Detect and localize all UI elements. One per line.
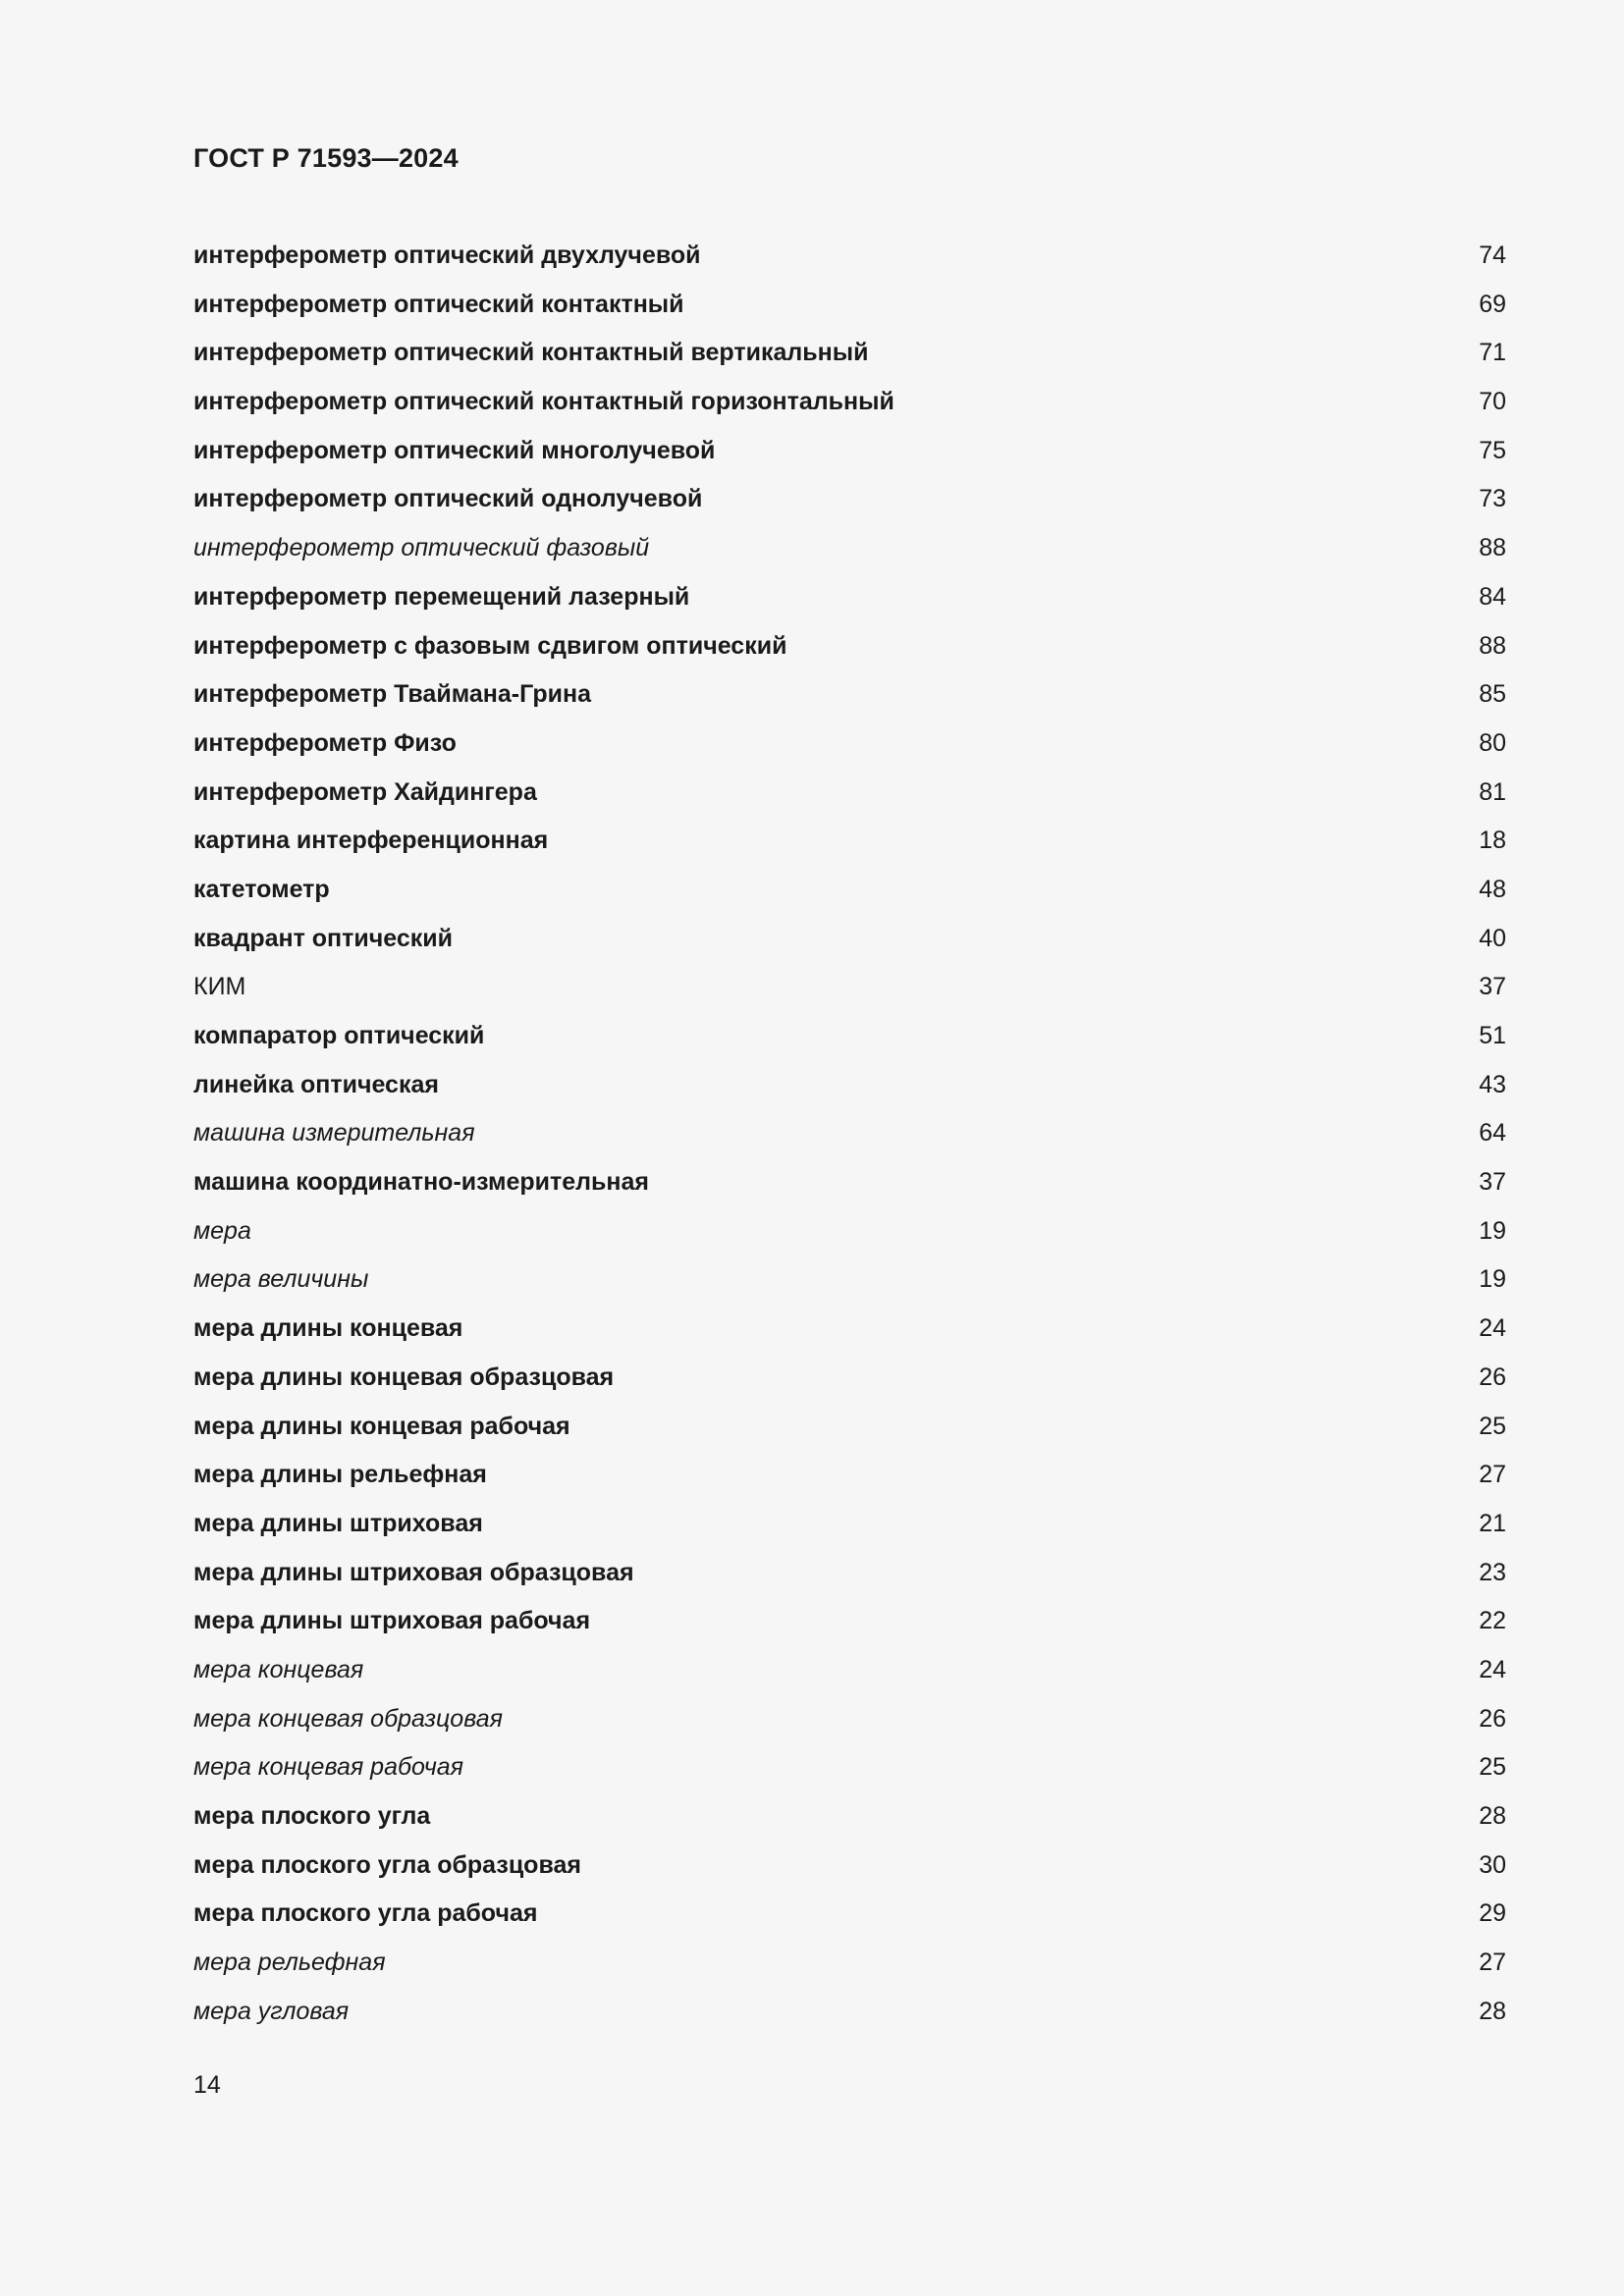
index-entry [193,1646,1506,1695]
index-page-ref: 80 [1479,728,1506,757]
index-page-ref: 64 [1479,1119,1506,1148]
index-term: интерферометр оптический фазовый [193,534,650,562]
index-page-ref: 69 [1479,290,1506,318]
index-term: интерферометр оптический контактный вертикальный [193,339,869,367]
index-page-ref: 74 [1479,241,1506,269]
index-term: мера длины штриховая образцовая [193,1558,634,1586]
index-term: мера длины штриховая рабочая [193,1607,591,1635]
index-page-ref: 75 [1479,436,1506,464]
index-term: интерферометр оптический однолучевой [193,485,703,513]
index-page-ref: 26 [1479,1704,1506,1733]
index-entry [193,769,1506,818]
index-entry [193,1890,1506,1939]
index-page-ref: 26 [1479,1362,1506,1391]
index-entry [193,1451,1506,1500]
index-term: мера длины концевая [193,1314,463,1343]
index-term: интерферометр оптический контактный горизонтальный [193,388,894,416]
index-page-ref: 19 [1479,1265,1506,1294]
index-term: мера концевая образцовая [193,1704,503,1733]
index-entry [193,1255,1506,1305]
index-entry [193,1207,1506,1256]
index-term: мера величины [193,1265,369,1294]
document-header: ГОСТ Р 71593—2024 [193,143,459,173]
index-entry [193,427,1506,476]
index-entry [193,1842,1506,1891]
index-entry [193,329,1506,378]
index-entry [193,1305,1506,1354]
index-page-ref: 73 [1479,485,1506,513]
index-entry [193,475,1506,524]
index-entry [193,378,1506,427]
index-page-ref: 51 [1479,1022,1506,1049]
index-entry [193,1695,1506,1744]
index-term: компаратор оптический [193,1022,485,1049]
index-page-ref: 37 [1479,1168,1506,1197]
index-entry [193,232,1506,281]
index-term: мера плоского угла [193,1802,431,1830]
index-page-ref: 48 [1479,875,1506,903]
index-entry [193,1354,1506,1403]
index-page-ref: 24 [1479,1655,1506,1683]
index-term: квадрант оптический [193,924,454,952]
index-term: мера концевая рабочая [193,1753,464,1782]
index-entry [193,670,1506,720]
page-number: 14 [193,2071,221,2099]
index-page-ref: 28 [1479,1997,1506,2025]
index-term: интерферометр Физо [193,728,457,757]
index-page-ref: 24 [1479,1314,1506,1343]
index-term: мера [193,1216,251,1245]
index-page-ref: 30 [1479,1850,1506,1879]
index-page-ref: 84 [1479,582,1506,611]
index-term: мера длины концевая образцовая [193,1362,615,1391]
index-term: мера длины штриховая [193,1509,483,1537]
index-page-ref: 21 [1479,1509,1506,1537]
index-term: КИМ [193,973,246,1001]
index-term: интерферометр оптический контактный [193,290,684,318]
index-term: интерферометр Хайдингера [193,777,537,806]
index-page-ref: 25 [1479,1412,1506,1440]
index-term: мера рельефная [193,1949,386,1977]
index-page-ref: 29 [1479,1899,1506,1928]
index-term: интерферометр перемещений лазерный [193,582,690,611]
index-term: катетометр [193,875,330,903]
index-entry [193,524,1506,573]
index-term: линейка оптическая [193,1070,439,1098]
index-page-ref: 85 [1479,680,1506,709]
index-entry [193,1403,1506,1452]
index-term: интерферометр Тваймана-Грина [193,680,591,709]
index-term: машина измерительная [193,1119,475,1148]
index-page-ref: 70 [1479,388,1506,416]
index-term: картина интерференционная [193,827,549,855]
index-page-ref: 40 [1479,924,1506,952]
index-page-ref: 88 [1479,631,1506,660]
index-page-ref: 43 [1479,1070,1506,1098]
index-term: мера длины концевая рабочая [193,1412,570,1440]
index-page-ref: 27 [1479,1949,1506,1977]
index-term: мера угловая [193,1997,350,2025]
index-page-ref: 25 [1479,1753,1506,1782]
index-entry [193,1792,1506,1842]
index-page-ref: 19 [1479,1216,1506,1245]
index-entry [193,1158,1506,1207]
index-term: мера плоского угла рабочая [193,1899,538,1928]
index-entry [193,1061,1506,1110]
index-term: интерферометр оптический многолучевой [193,436,716,464]
index-entry [193,281,1506,330]
index-entry [193,915,1506,964]
index-page-ref: 22 [1479,1607,1506,1635]
index-page-ref: 37 [1479,973,1506,1001]
index-term: машина координатно-измерительная [193,1168,649,1197]
index-entry [193,622,1506,671]
index-term: интерферометр оптический двухлучевой [193,241,701,269]
index-page-ref: 81 [1479,777,1506,806]
index-entry [193,963,1506,1012]
index-entry [193,1012,1506,1061]
index-entry [193,1597,1506,1646]
index-entry [193,1109,1506,1158]
index-entry [193,720,1506,769]
index-page-ref: 71 [1479,339,1506,367]
index-term: мера концевая [193,1655,364,1683]
index-term: мера длины рельефная [193,1461,487,1489]
index-page-ref: 28 [1479,1802,1506,1830]
index-page-ref: 18 [1479,827,1506,855]
index-page-ref: 27 [1479,1461,1506,1489]
index-term: мера плоского угла образцовая [193,1850,581,1879]
index-page-ref: 23 [1479,1558,1506,1586]
index-entry [193,1939,1506,1988]
alphabetical-index [193,232,1506,2036]
index-entry [193,1500,1506,1549]
index-entry [193,866,1506,915]
index-page-ref: 88 [1479,534,1506,562]
index-term: интерферометр с фазовым сдвигом оптический [193,631,787,660]
index-entry [193,1549,1506,1598]
index-entry [193,817,1506,866]
index-entry [193,1743,1506,1792]
index-entry [193,573,1506,622]
index-entry [193,1988,1506,2037]
